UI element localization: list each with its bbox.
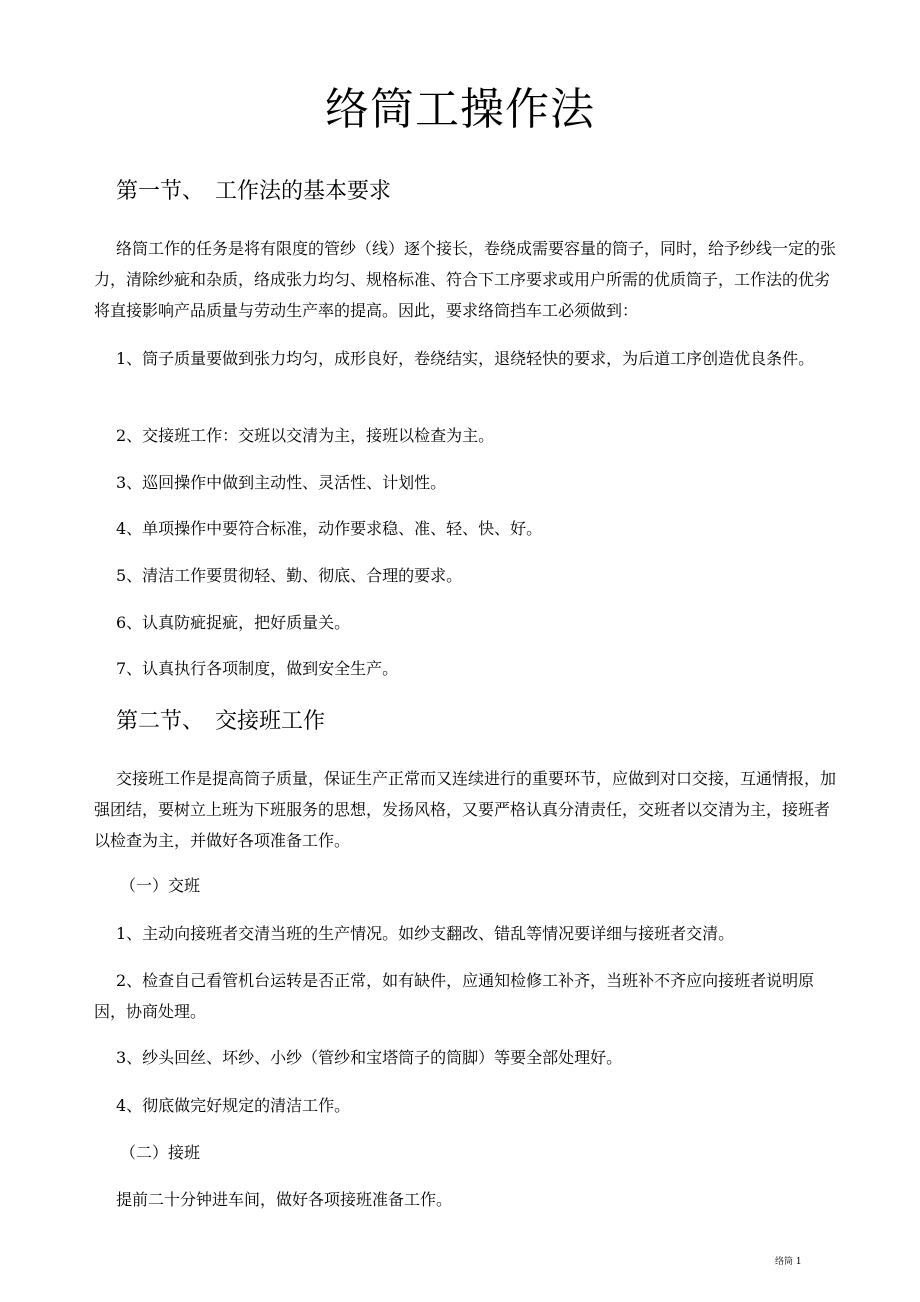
section-1-intro: 络筒工作的任务是将有限度的管纱（线）逐个接长，卷绕成需要容量的筒子，同时，给予纱线一定的张力，清除纱疵和杂质，络成张力均匀、规格标准、符合下工序要求或用户所需的优质筒子，工作法的优劣将直接影响产品质量与劳动生产率的提高。因此，要求络筒挡车工必须做到： <box>94 239 837 320</box>
section-1-heading: 第一节、 工作法的基本要求 <box>116 179 392 204</box>
handover-item-4: 4、彻底做完好规定的清洁工作。 <box>116 1096 351 1115</box>
subsection-handover-label: （一）交班 <box>120 876 201 895</box>
section-1-item-7: 7、认真执行各项制度，做到安全生产。 <box>116 659 399 678</box>
section-1-item-4: 4、单项操作中要符合标准，动作要求稳、准、轻、快、好。 <box>116 519 543 538</box>
section-2-intro: 交接班工作是提高筒子质量，保证生产正常而又连续进行的重要环节，应做到对口交接，互通情报，加强团结，要树立上班为下班服务的思想，发扬风格，又要严格认真分清责任，交班者以交清为主，接班者以检查为主，并做好各项准备工作。 <box>94 769 837 850</box>
handover-item-3: 3、纱头回丝、坏纱、小纱（管纱和宝塔筒子的筒脚）等要全部处理好。 <box>116 1048 623 1067</box>
subsection-takeover-label: （二）接班 <box>120 1143 201 1162</box>
page-title: 络筒工操作法 <box>325 84 595 135</box>
section-1-item-2: 2、交接班工作：交班以交清为主，接班以检查为主。 <box>116 426 495 445</box>
handover-item-1: 1、主动向接班者交清当班的生产情况。如纱支翻改、错乱等情况要详细与接班者交清。 <box>116 924 735 943</box>
section-2-heading: 第二节、 交接班工作 <box>116 709 326 734</box>
section-1-item-5: 5、清洁工作要贯彻轻、勤、彻底、合理的要求。 <box>116 566 463 585</box>
takeover-item: 提前二十分钟进车间，做好各项接班准备工作。 <box>116 1190 453 1209</box>
section-1-item-1: 1、筒子质量要做到张力均匀，成形良好，卷绕结实，退绕轻快的要求，为后道工序创造优良条件。 <box>116 349 815 368</box>
section-1-item-3: 3、巡回操作中做到主动性、灵活性、计划性。 <box>116 473 447 492</box>
page-footer: 络筒 1 <box>775 1257 802 1267</box>
section-1-item-6: 6、认真防疵捉疵，把好质量关。 <box>116 613 351 632</box>
handover-item-2: 2、检查自己看管机台运转是否正常，如有缺件，应通知检修工补齐，当班补不齐应向接班者说明原因，协商处理。 <box>94 971 815 1021</box>
